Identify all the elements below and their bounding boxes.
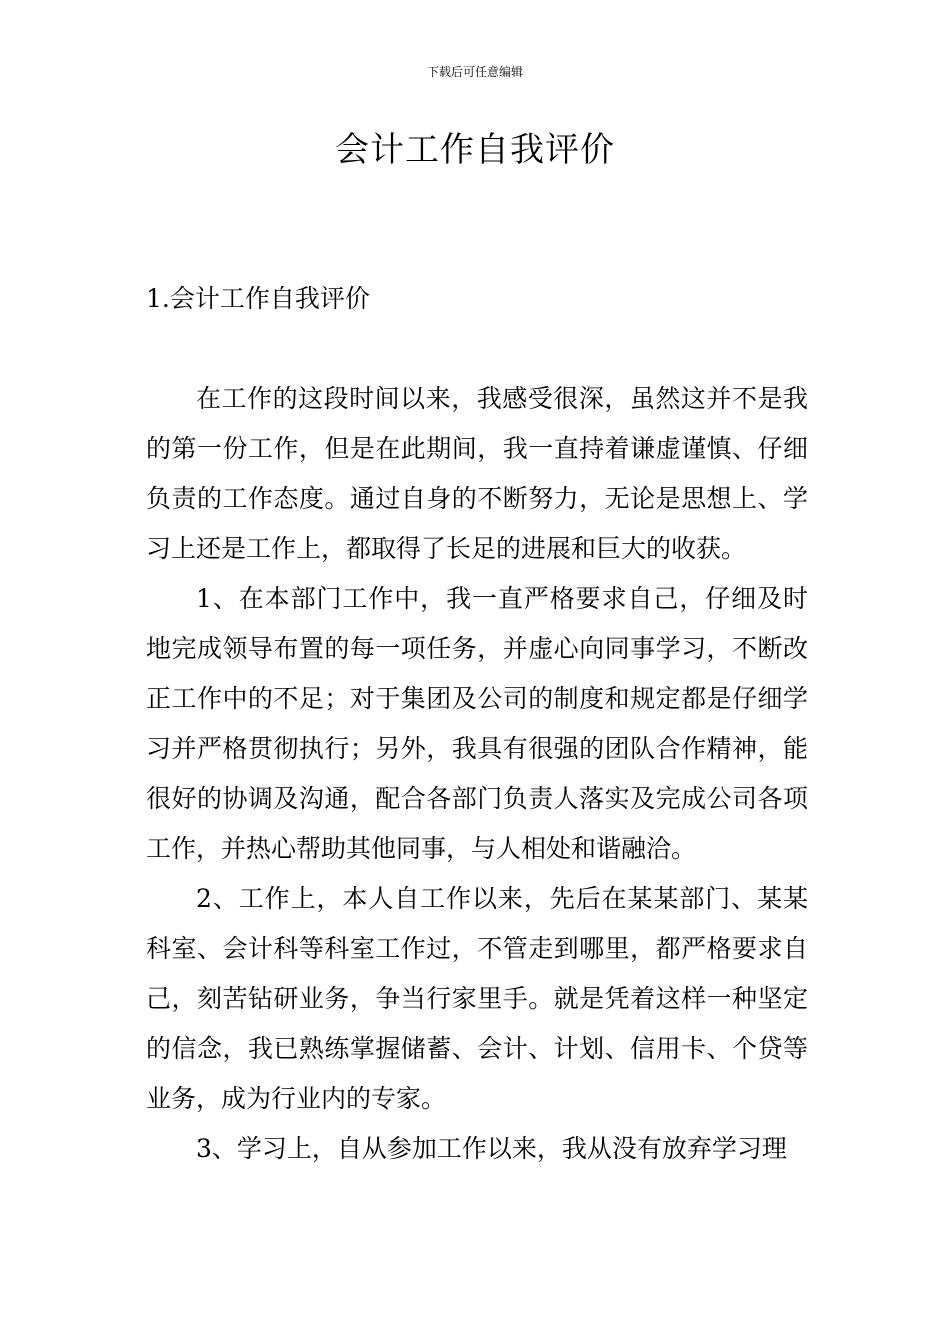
paragraph-point-1: 1、在本部门工作中，我一直严格要求自己，仔细及时地完成领导布置的每一项任务，并虚心向同事学习，不断改正工作中的不足；对于集团及公司的制度和规定都是仔细学习并严格贯彻执行；另外，我具有很强的团队合作精神，能很好的协调及沟通，配合各部门负责人落实及完成公司各项工作，并热心帮助其他同事，与人相处和谐融洽。 [146, 584, 808, 863]
document-title: 会计工作自我评价 [335, 130, 615, 170]
header-note: 下载后可任意编辑 [426, 65, 523, 79]
document-body [146, 374, 808, 1174]
paragraph-point-3: 3、学习上，自从参加工作以来，我从没有放弃学习理 [196, 1134, 787, 1163]
paragraph-intro: 在工作的这段时间以来，我感受很深，虽然这并不是我的第一份工作，但是在此期间，我一直持着谦虚谨慎、仔细负责的工作态度。通过自身的不断努力，无论是思想上、学习上还是工作上，都取得了长足的进展和巨大的收获。 [146, 384, 808, 563]
section-heading: 1.会计工作自我评价 [146, 284, 370, 313]
paragraph-point-2: 2、工作上，本人自工作以来，先后在某某部门、某某科室、会计科等科室工作过，不管走到哪里，都严格要求自己，刻苦钻研业务，争当行家里手。就是凭着这样一种坚定的信念，我已熟练掌握储蓄、会计、计划、信用卡、个贷等业务，成为行业内的专家。 [146, 884, 808, 1113]
